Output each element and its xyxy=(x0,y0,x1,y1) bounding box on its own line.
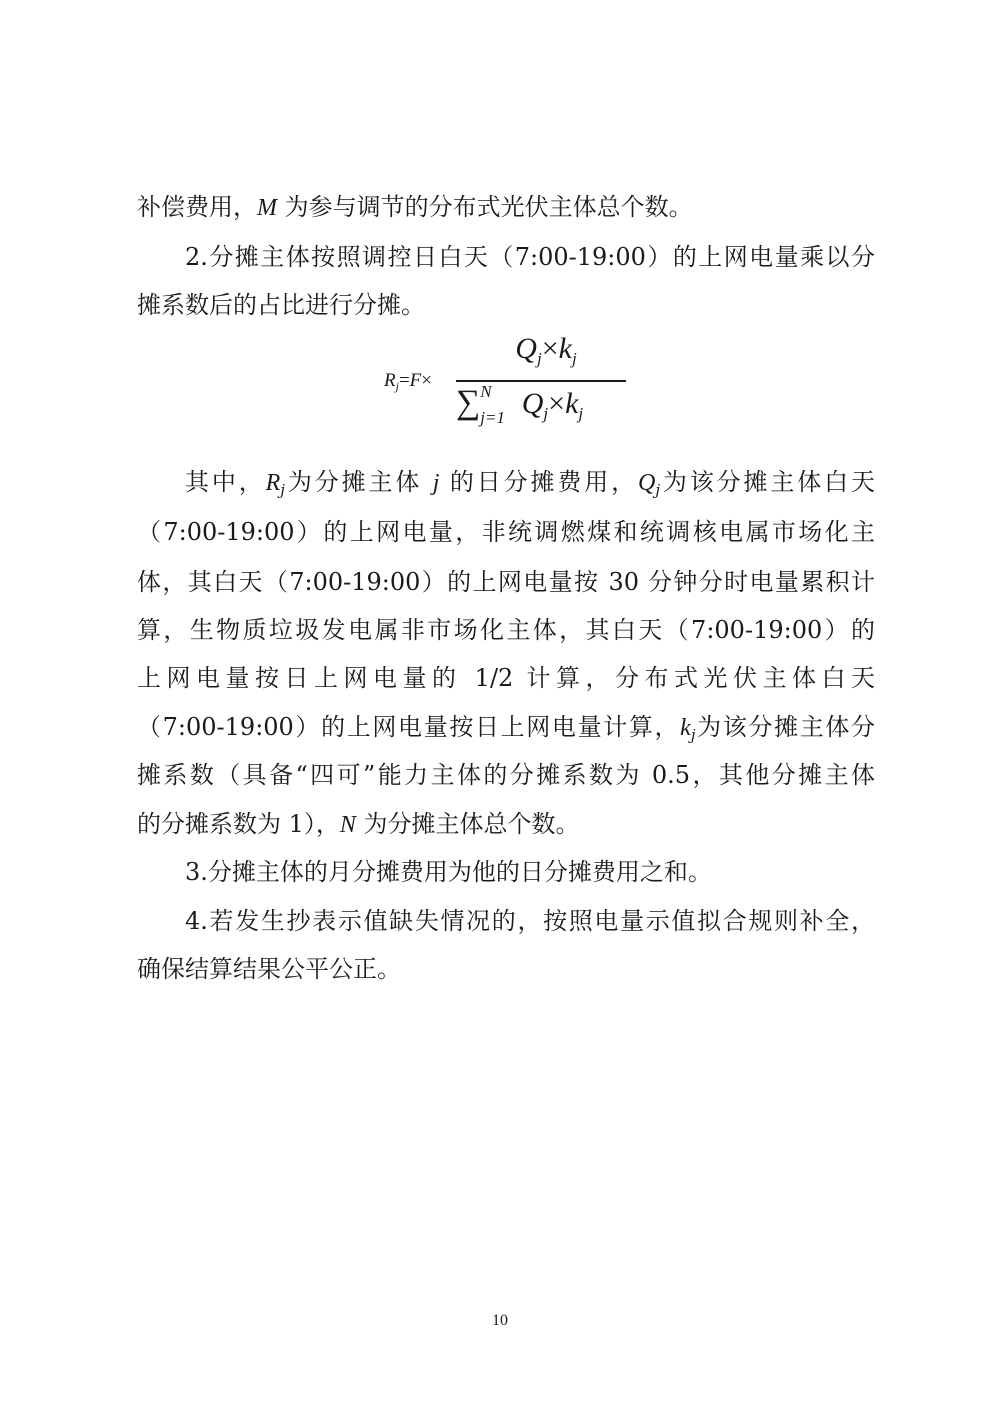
paragraph-line: 的分摊系数为 1），N 为分摊主体总个数。 xyxy=(137,810,580,838)
paragraph-line: 3.分摊主体的月分摊费用为他的日分摊费用之和。 xyxy=(185,858,712,886)
paragraph-line: （7:00-19:00）的上网电量按日上网电量计算，$k_j$为该分摊主体分 xyxy=(137,713,876,744)
paragraph-line: 摊系数后的占比进行分摊。 xyxy=(137,291,425,319)
formula-lhs: $R_j=F\times$ xyxy=(384,370,432,393)
paragraph-line: 其中，$R_j$为分摊主体 j 的日分摊费用，$Q_j$为该分摊主体白天 xyxy=(185,468,875,499)
paragraph-line: 体，其白天（7:00-19:00）的上网电量按 30 分钟分时电量累积计 xyxy=(137,568,875,596)
paragraph-line: 4.若发生抄表示值缺失情况的，按照电量示值拟合规则补全， xyxy=(185,907,875,935)
sum-symbol: ∑ xyxy=(456,384,481,421)
paragraph-line: 摊系数（具备“四可”能力主体的分摊系数为 0.5，其他分摊主体 xyxy=(137,761,875,789)
allocation-formula xyxy=(384,332,644,442)
paragraph-line: 2.分摊主体按照调控日白天（7:00-19:00）的上网电量乘以分 xyxy=(185,243,875,271)
text-span: 为参与调节的分布式光伏主体总个数。 xyxy=(277,193,693,221)
formula-numerator: $Q_j\times k_j$ xyxy=(515,332,577,368)
paragraph-line: 确保结算结果公平公正。 xyxy=(137,955,401,983)
text-span: 补偿费用， xyxy=(137,193,257,221)
formula-denominator: ∑ N j=1 $Q_j\times k_j$ xyxy=(456,382,584,427)
variable-M: M xyxy=(257,195,277,221)
page-number: 10 xyxy=(492,1312,508,1329)
paragraph-line: 算，生物质垃圾发电属非市场化主体，其白天（7:00-19:00）的 xyxy=(137,616,875,644)
paragraph-line xyxy=(137,191,875,224)
paragraph-line: （7:00-19:00）的上网电量，非统调燃煤和统调核电属市场化主 xyxy=(137,518,875,546)
paragraph-line: 上网电量按日上网电量的 1/2 计算，分布式光伏主体白天 xyxy=(137,664,875,692)
